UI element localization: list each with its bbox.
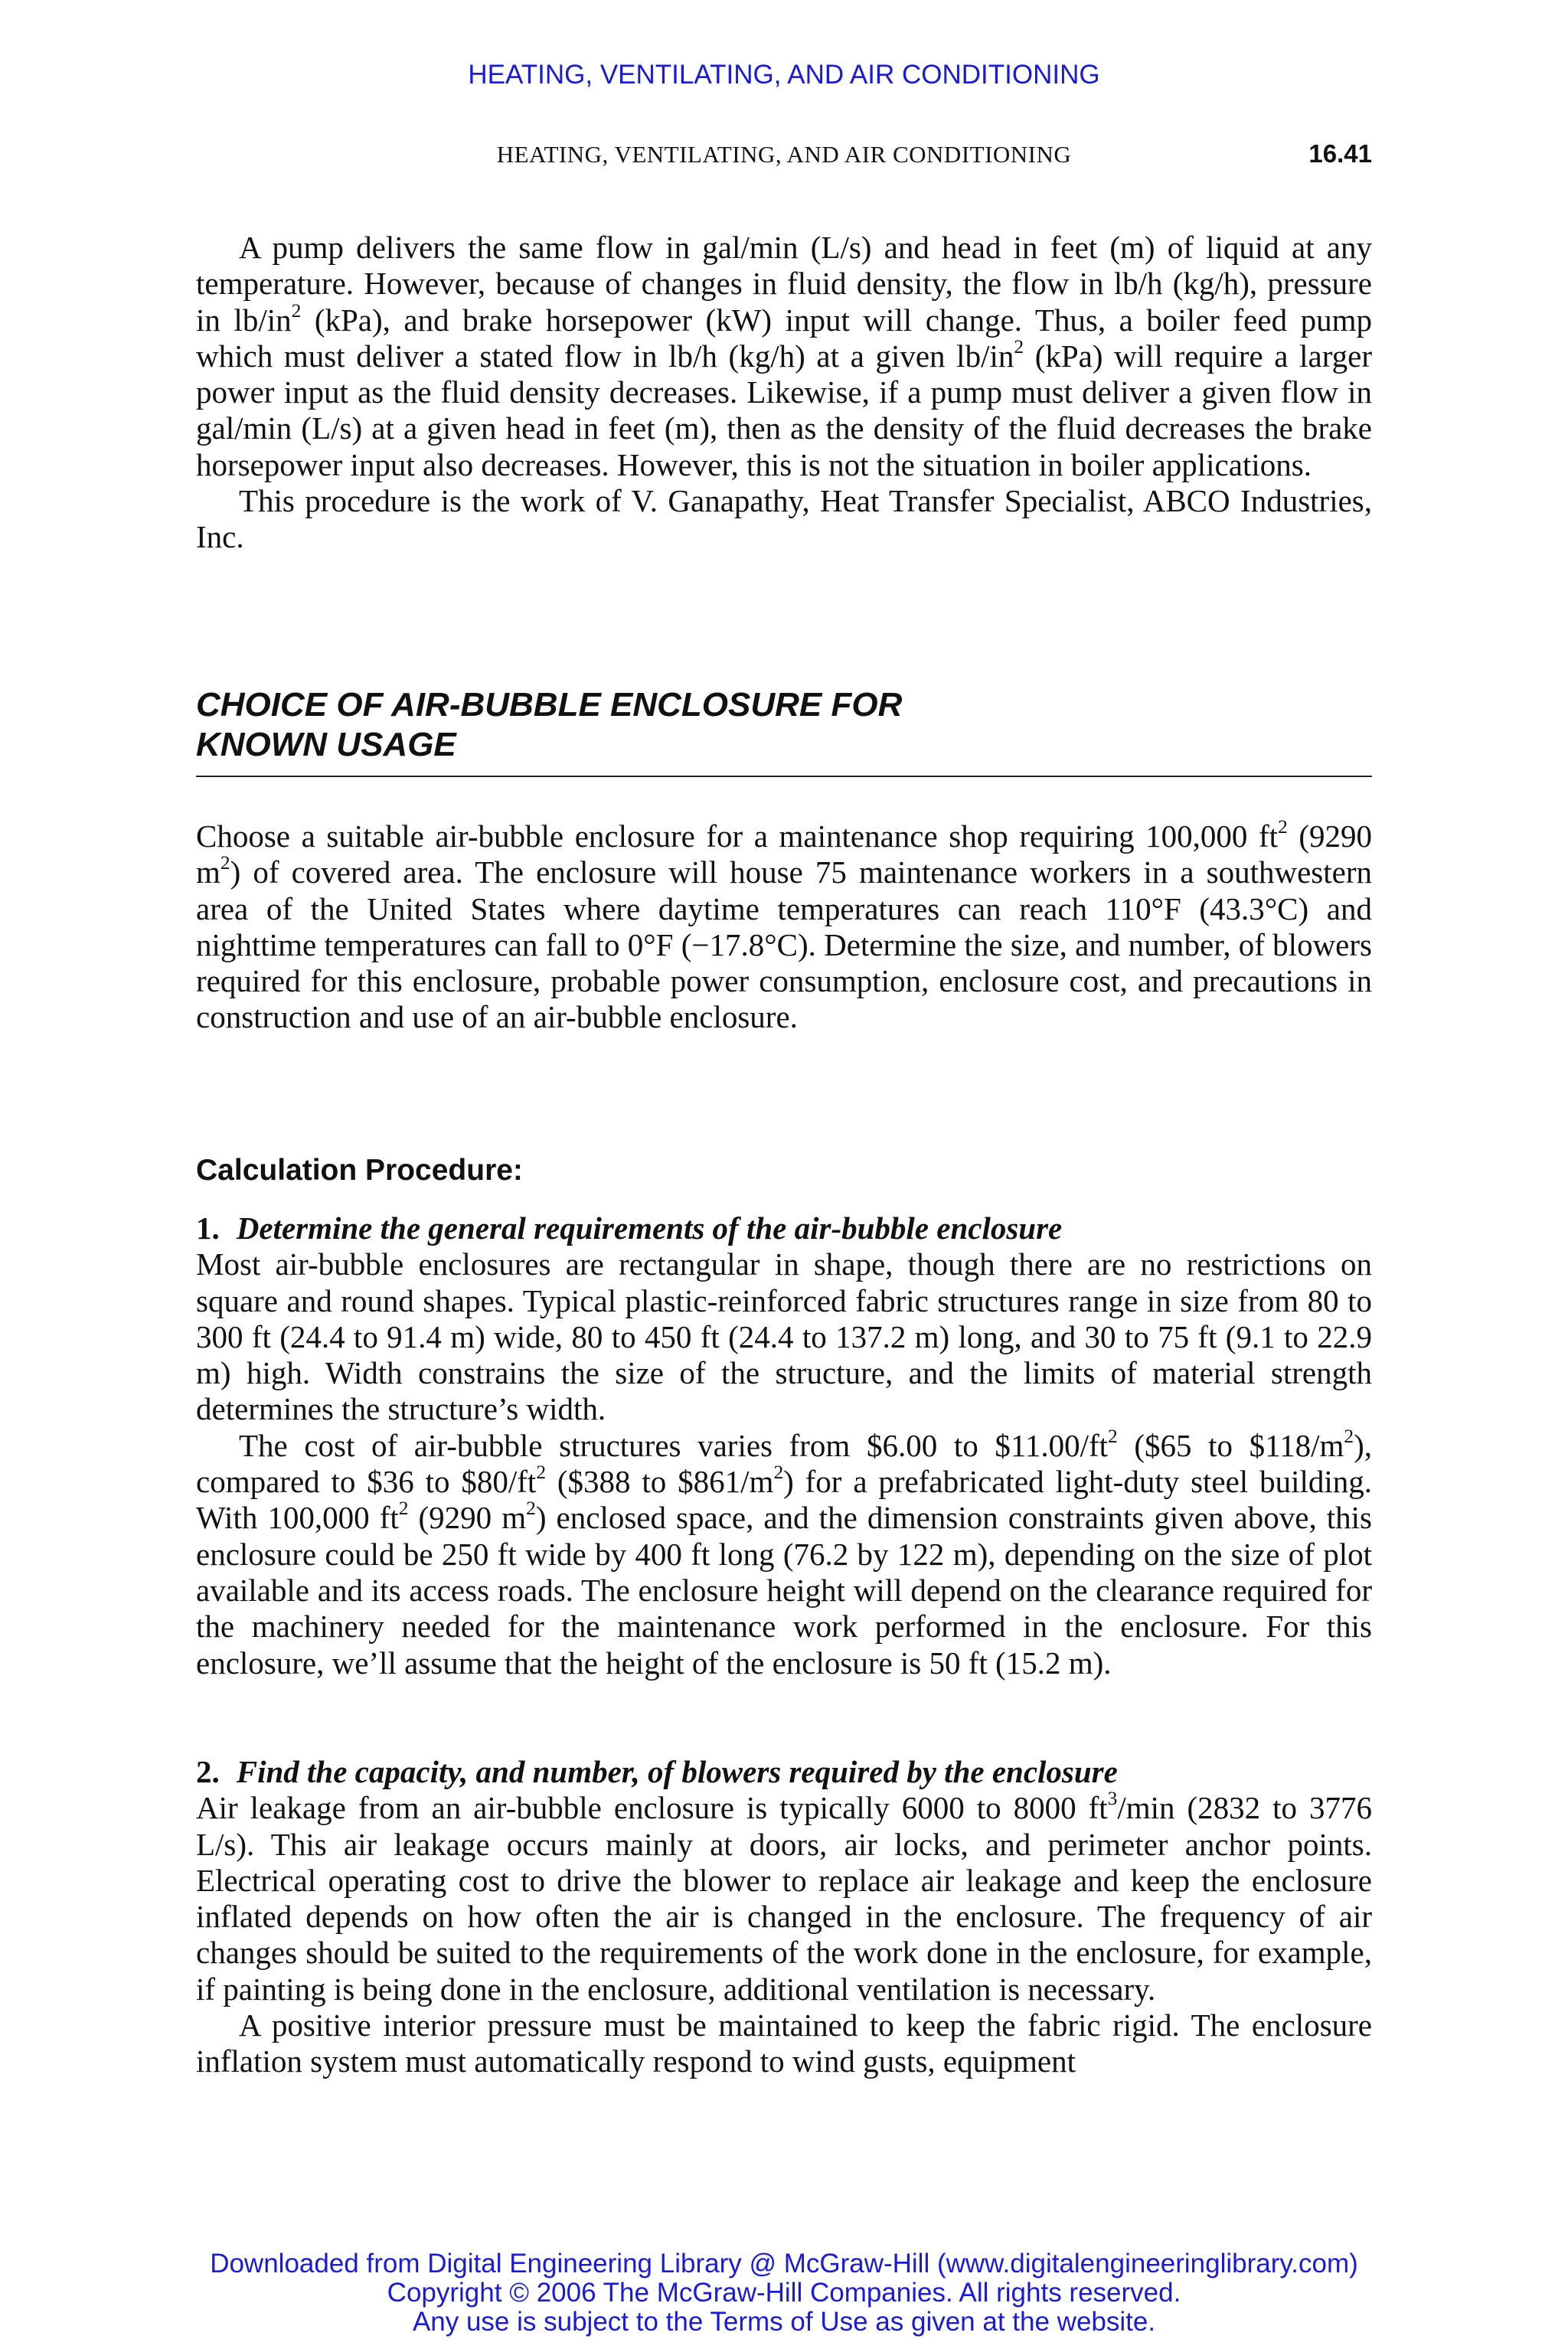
footer-terms-link[interactable]: Any use is subject to the Terms of Use as given at the website. (412, 2307, 1156, 2337)
intro-paragraph-2: This procedure is the work of V. Ganapathy, Heat Transfer Specialist, ABCO Industries, Inc. (196, 483, 1372, 555)
problem-paragraph: Choose a suitable air-bubble enclosure for a maintenance shop requiring 100,000 $ft^2$ (9290 $m^2$) of covered area. The enclosure will house 75 maintenance workers in a southwestern area of the United States where daytime temperatures can reach 110°F (43.3°C) and nighttime temperatures can fall to 0°F (−17.8°C). Determine the size, and number, of blowers required for this enclosure, probable power consumption, enclosure cost, and precautions in construction and use of an air-bubble enclosure. (196, 816, 1372, 1035)
page-number: 16.41 (1308, 139, 1372, 168)
section-title: CHOICE OF AIR-BUBBLE ENCLOSURE FOR KNOWN USAGE (196, 685, 1372, 777)
download-footer (0, 2249, 1568, 2337)
step-1-paragraph-2: The cost of air-bubble structures varies from $6.00 to $\$11.00/ft^2$ ($65 to $\$118/m^2$), compared to $36 to $\$80/ft^2$ ($388 to $\$861/m^2$) for a prefabricated light-duty steel building. With 100,000 $ft^2$ (9290 $m^2$) enclosed space, and the dimension constraints given above, this enclosure could be 250 ft wide by 400 ft long (76.2 by 122 m), depending on the size of plot available and its access roads. The enclosure height will depend on the clearance required for the machinery needed for the maintenance work performed in the enclosure. For this enclosure, we’ll assume that the height of the enclosure is 50 ft (15.2 m). (196, 1426, 1372, 1681)
running-head (196, 141, 1372, 175)
footer-download-link[interactable]: Downloaded from Digital Engineering Library @ McGraw-Hill (www.digitalengineeringlibrary.com) (210, 2249, 1358, 2278)
intro-paragraph-1: A pump delivers the same flow in gal/min (L/s) and head in feet (m) of liquid at any temperature. However, because of changes in fluid density, the flow in lb/h (kg/h), pressure in $lb/in^2$ (kPa), and brake horsepower (kW) input will change. Thus, a boiler feed pump which must deliver a stated flow in lb/h (kg/h) at a given $lb/in^2$ (kPa) will require a larger power input as the fluid density decreases. Likewise, if a pump must deliver a given flow in gal/min (L/s) at a given head in feet (m), then as the density of the fluid decreases the brake horsepower input also decreases. However, this is not the situation in boiler applications. (196, 230, 1372, 482)
step-1-paragraph-1: Most air-bubble enclosures are rectangular in shape, though there are no restrictions on square and round shapes. Typical plastic-reinforced fabric structures range in size from 80 to 300 ft (24.4 to 91.4 m) wide, 80 to 450 ft (24.4 to 137.2 m) long, and 30 to 75 ft (9.1 to 22.9 m) high. Width constrains the size of the structure, and the limits of material strength determines the structure’s width. (196, 1246, 1372, 1427)
step-1-title: 1. Determine the general requirements of the air-bubble enclosure (196, 1210, 1063, 1246)
step-2-paragraph-2: A positive interior pressure must be maintained to keep the fabric rigid. The enclosure inflation system must automatically respond to wind gusts, equipment (196, 2007, 1372, 2079)
problem-statement (196, 818, 1372, 1036)
calculation-procedure-heading: Calculation Procedure: (196, 1154, 523, 1187)
running-title: HEATING, VENTILATING, AND AIR CONDITIONING (496, 141, 1072, 168)
step-2-title: 2. Find the capacity, and number, of blowers required by the enclosure (196, 1754, 1118, 1789)
footer-copyright: Copyright © 2006 The McGraw-Hill Companies. All rights reserved. (387, 2278, 1181, 2308)
chapter-link-title[interactable]: HEATING, VENTILATING, AND AIR CONDITIONING (468, 60, 1100, 90)
step-2-paragraph-1: Air leakage from an air-bubble enclosure is typically 6000 to 8000 $ft^3/\min$ (2832 to 3776 L/s). This air leakage occurs mainly at doors, air locks, and perimeter anchor points. Electrical operating cost to drive the blower to replace air leakage and keep the enclosure inflated depends on how often the air is changed in the enclosure. The frequency of air changes should be suited to the requirements of the work done in the enclosure, for example, if painting is being done in the enclosure, additional ventilation is necessary. (196, 1788, 1372, 2007)
step-1 (196, 1210, 1372, 1681)
step-2 (196, 1754, 1372, 2080)
intro-text (196, 230, 1372, 556)
